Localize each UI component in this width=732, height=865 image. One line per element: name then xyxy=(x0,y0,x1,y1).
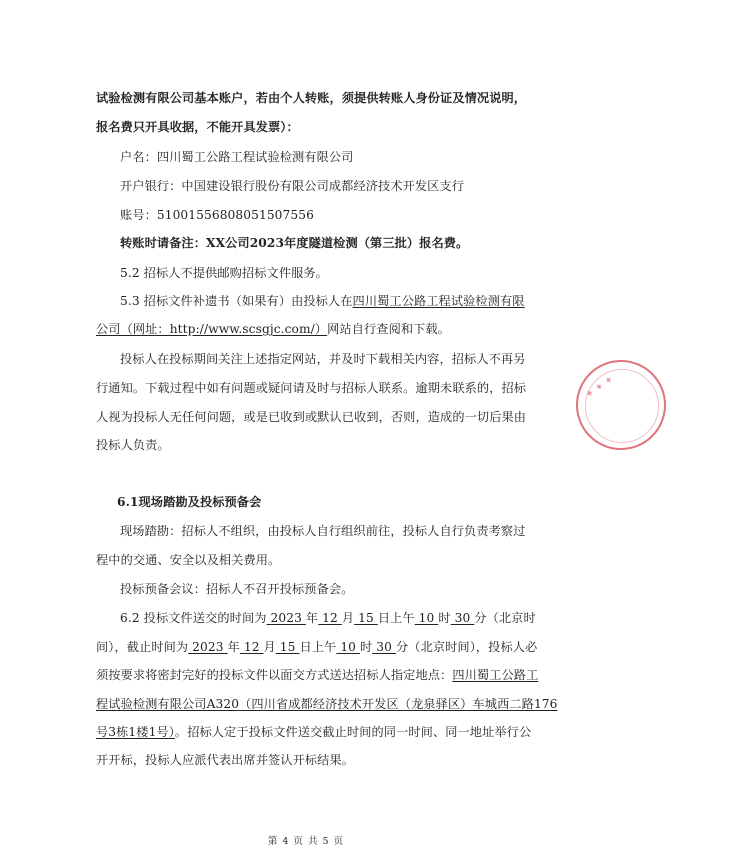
submit-month: 12 xyxy=(318,611,342,625)
paragraph-line-4: 投标人负责。 xyxy=(96,438,170,452)
submit-hour: 10 xyxy=(414,611,439,625)
website-link-part-2[interactable]: 公司（网址：http://www.scsgjc.com/） xyxy=(96,322,328,336)
section-5-2: 5.2 招标人不提供邮购招标文件服务。 xyxy=(120,266,328,280)
transfer-note-line: 转账时请备注：XX公司2023年度隧道检测（第三批）报名费。 xyxy=(120,236,469,250)
submit-day: 15 xyxy=(354,611,378,625)
delivery-address-part-2: 程试验检测有限公司A320（四川省成都经济技术开发区（龙泉驿区）车城西二路176 xyxy=(96,697,558,711)
section-5-3-line-1: 5.3 招标文件补遗书（如果有）由投标人在四川蜀工公路工程试验检测有限 xyxy=(120,294,525,308)
stamp-inner-ring xyxy=(585,369,659,443)
bank-line: 开户银行：中国建设银行股份有限公司成都经济技术开发区支行 xyxy=(120,179,465,193)
red-seal-stamp xyxy=(576,360,666,450)
deadline-year: 2023 xyxy=(188,640,228,654)
section-6-2-line-3: 须按要求将密封完好的投标文件以面交方式送达招标人指定地点：四川蜀工公路工 xyxy=(96,668,539,682)
prebid-meeting-line: 投标预备会议：招标人不召开投标预备会。 xyxy=(120,582,354,596)
website-link-part-1[interactable]: 四川蜀工公路工程试验检测有限 xyxy=(352,294,525,308)
text-line-2: 报名费只开具收据，不能开具发票）： xyxy=(96,120,299,134)
submit-minute: 30 xyxy=(450,611,475,625)
account-name-line: 户名：四川蜀工公路工程试验检测有限公司 xyxy=(120,150,354,164)
site-visit-line-1: 现场踏勘：招标人不组织，由投标人自行组织前往，投标人自行负责考察过 xyxy=(120,524,526,538)
submit-year: 2023 xyxy=(266,611,306,625)
delivery-address-part-3: 号3栋1楼1号 xyxy=(96,725,169,739)
paragraph-line-1: 投标人在投标期间关注上述指定网站，并及时下载相关内容，招标人不再另 xyxy=(120,352,526,366)
section-6-2-line-2: 间），截止时间为 2023 年 12 月 15 日上午 10 时 30 分（北京时间），投标人必 xyxy=(96,640,538,654)
section-6-2-line-5: 号3栋1楼1号）。招标人定于投标文件送交截止时间的同一时间、同一地址举行公 xyxy=(96,725,532,739)
account-number-line: 账号：51001556808051507556 xyxy=(120,208,314,222)
deadline-hour: 10 xyxy=(336,640,361,654)
text-line-1: 试验检测有限公司基本账户，若由个人转账，须提供转账人身份证及情况说明， xyxy=(96,91,527,105)
section-5-3-line-2: 公司（网址：http://www.scsgjc.com/）网站自行查阅和下载。 xyxy=(96,322,451,336)
deadline-day: 15 xyxy=(275,640,300,654)
stamp-lettering: ✦ ✦ ✦ xyxy=(583,373,616,402)
delivery-address-part-1: 四川蜀工公路工 xyxy=(452,668,539,682)
deadline-minute: 30 xyxy=(372,640,396,654)
section-6-1-heading: 6.1现场踏勘及投标预备会 xyxy=(117,495,262,509)
paragraph-line-2: 行通知。下载过程中如有问题或疑问请及时与招标人联系。逾期未联系的，招标 xyxy=(96,381,527,395)
page-footer: 第 4 页 共 5 页 xyxy=(267,836,345,847)
deadline-month: 12 xyxy=(239,640,264,654)
site-visit-line-2: 程中的交通、安全以及相关费用。 xyxy=(96,553,281,567)
section-6-2-line-1: 6.2 投标文件送交的时间为 2023 年 12 月 15 日上午 10 时 30 分（北京时 xyxy=(120,611,536,625)
paragraph-line-3: 人视为投标人无任何问题，或是已收到或默认已收到，否则，造成的一切后果由 xyxy=(96,410,527,424)
section-6-2-line-6: 开开标，投标人应派代表出席并签认开标结果。 xyxy=(96,753,355,767)
